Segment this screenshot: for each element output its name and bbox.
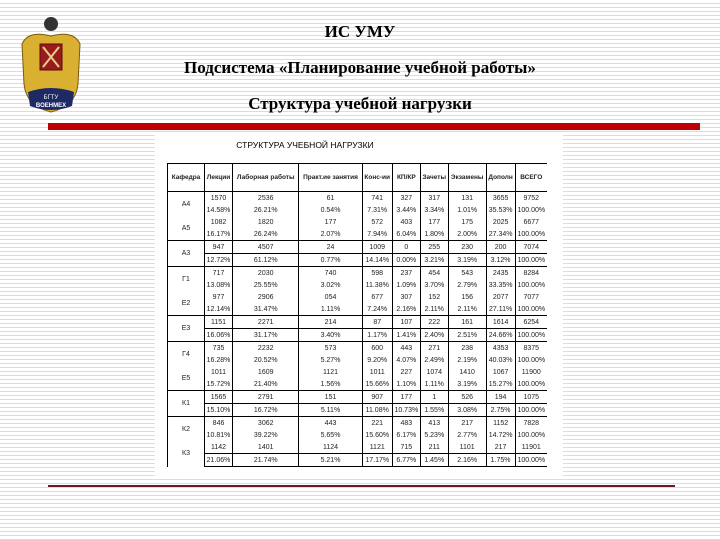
table-row <box>168 291 548 303</box>
table-row-percent <box>168 454 548 467</box>
percent-cell: 5.11% <box>299 404 362 417</box>
table-row <box>168 441 548 454</box>
hours-cell: 403 <box>392 216 420 228</box>
hours-cell: 237 <box>392 267 420 280</box>
hours-cell: 327 <box>392 192 420 205</box>
slide-title: Структура учебной нагрузки <box>248 94 472 113</box>
percent-cell: 3.21% <box>420 254 448 267</box>
percent-cell: 100.00% <box>515 279 547 291</box>
hours-cell: 947 <box>205 241 233 254</box>
table-row-percent <box>168 204 548 216</box>
footer-divider <box>48 485 675 487</box>
hours-cell: 740 <box>299 267 362 280</box>
percent-cell: 3.19% <box>448 254 486 267</box>
hours-cell: 4353 <box>486 342 515 355</box>
hours-cell: 227 <box>392 366 420 378</box>
hours-cell: 87 <box>362 316 392 329</box>
percent-cell: 1.10% <box>392 378 420 391</box>
department-cell: К3 <box>168 441 205 467</box>
percent-cell: 16.72% <box>233 404 299 417</box>
percent-cell: 0.00% <box>392 254 420 267</box>
percent-cell: 100.00% <box>515 228 547 241</box>
percent-cell: 5.65% <box>299 429 362 441</box>
percent-cell: 3.44% <box>392 204 420 216</box>
percent-cell: 1.17% <box>362 329 392 342</box>
department-cell: Е3 <box>168 316 205 342</box>
hours-cell: 2435 <box>486 267 515 280</box>
table-row <box>168 342 548 355</box>
percent-cell: 3.08% <box>448 404 486 417</box>
table-row-percent <box>168 404 548 417</box>
percent-cell: 6.77% <box>392 454 420 467</box>
hours-cell: 317 <box>420 192 448 205</box>
percent-cell: 4.07% <box>392 354 420 366</box>
column-header: Кафедра <box>168 164 205 192</box>
hours-cell: 1124 <box>299 441 362 454</box>
hours-cell: 1401 <box>233 441 299 454</box>
hours-cell: 1067 <box>486 366 515 378</box>
hours-cell: 175 <box>448 216 486 228</box>
percent-cell: 39.22% <box>233 429 299 441</box>
percent-cell: 21.74% <box>233 454 299 467</box>
department-cell: Е5 <box>168 366 205 391</box>
percent-cell: 10.73% <box>392 404 420 417</box>
percent-cell: 2.19% <box>448 354 486 366</box>
percent-cell: 35.53% <box>486 204 515 216</box>
hours-cell: 741 <box>362 192 392 205</box>
hours-cell: 2271 <box>233 316 299 329</box>
hours-cell: 2536 <box>233 192 299 205</box>
percent-cell: 21.40% <box>233 378 299 391</box>
hours-cell: 2077 <box>486 291 515 303</box>
percent-cell: 2.77% <box>448 429 486 441</box>
column-header: КП/КР <box>392 164 420 192</box>
hours-cell: 6677 <box>515 216 547 228</box>
percent-cell: 1.09% <box>392 279 420 291</box>
hours-cell: 3655 <box>486 192 515 205</box>
percent-cell: 2.40% <box>420 329 448 342</box>
hours-cell: 8284 <box>515 267 547 280</box>
percent-cell: 6.17% <box>392 429 420 441</box>
percent-cell: 26.21% <box>233 204 299 216</box>
percent-cell: 2.11% <box>420 303 448 316</box>
percent-cell: 12.14% <box>205 303 233 316</box>
percent-cell: 7.94% <box>362 228 392 241</box>
hours-cell: 054 <box>299 291 362 303</box>
percent-cell: 3.02% <box>299 279 362 291</box>
percent-cell: 9.20% <box>362 354 392 366</box>
hours-cell: 6254 <box>515 316 547 329</box>
table-row-percent <box>168 378 548 391</box>
percent-cell: 2.75% <box>486 404 515 417</box>
hours-cell: 1820 <box>233 216 299 228</box>
hours-cell: 214 <box>299 316 362 329</box>
percent-cell: 7.31% <box>362 204 392 216</box>
table-row <box>168 316 548 329</box>
hours-cell: 677 <box>362 291 392 303</box>
hours-cell: 2791 <box>233 391 299 404</box>
percent-cell: 16.28% <box>205 354 233 366</box>
hours-cell: 200 <box>486 241 515 254</box>
column-header: Практ.ие занятия <box>299 164 362 192</box>
hours-cell: 217 <box>486 441 515 454</box>
hours-cell: 1009 <box>362 241 392 254</box>
hours-cell: 177 <box>299 216 362 228</box>
percent-cell: 100.00% <box>515 404 547 417</box>
hours-cell: 1011 <box>362 366 392 378</box>
hours-cell: 1121 <box>362 441 392 454</box>
percent-cell: 100.00% <box>515 329 547 342</box>
percent-cell: 0.77% <box>299 254 362 267</box>
hours-cell: 11900 <box>515 366 547 378</box>
percent-cell: 0.54% <box>299 204 362 216</box>
column-header: Лекции <box>205 164 233 192</box>
percent-cell: 1.80% <box>420 228 448 241</box>
percent-cell: 15.72% <box>205 378 233 391</box>
department-cell: Г4 <box>168 342 205 367</box>
hours-cell: 131 <box>448 192 486 205</box>
percent-cell: 17.17% <box>362 454 392 467</box>
hours-cell: 151 <box>299 391 362 404</box>
percent-cell: 27.11% <box>486 303 515 316</box>
percent-cell: 1.55% <box>420 404 448 417</box>
table-row-percent <box>168 303 548 316</box>
hours-cell: 238 <box>448 342 486 355</box>
hours-cell: 1142 <box>205 441 233 454</box>
percent-cell: 31.47% <box>233 303 299 316</box>
percent-cell: 15.60% <box>362 429 392 441</box>
hours-cell: 307 <box>392 291 420 303</box>
percent-cell: 16.06% <box>205 329 233 342</box>
percent-cell: 25.55% <box>233 279 299 291</box>
table-row-percent <box>168 354 548 366</box>
hours-cell: 1 <box>420 391 448 404</box>
percent-cell: 100.00% <box>515 354 547 366</box>
table-row <box>168 366 548 378</box>
hours-cell: 11901 <box>515 441 547 454</box>
table-row <box>168 216 548 228</box>
hours-cell: 2025 <box>486 216 515 228</box>
percent-cell: 1.75% <box>486 454 515 467</box>
subsystem-title: Подсистема «Планирование учебной работы» <box>184 58 536 77</box>
table-row-percent <box>168 228 548 241</box>
table-header-row <box>168 164 548 192</box>
department-cell: Г1 <box>168 267 205 292</box>
table-row-percent <box>168 429 548 441</box>
percent-cell: 15.10% <box>205 404 233 417</box>
hours-cell: 1565 <box>205 391 233 404</box>
hours-cell: 1121 <box>299 366 362 378</box>
hours-cell: 194 <box>486 391 515 404</box>
hours-cell: 177 <box>420 216 448 228</box>
percent-cell: 2.51% <box>448 329 486 342</box>
percent-cell: 2.49% <box>420 354 448 366</box>
hours-cell: 222 <box>420 316 448 329</box>
hours-cell: 3062 <box>233 417 299 430</box>
percent-cell: 14.72% <box>486 429 515 441</box>
percent-cell: 2.16% <box>392 303 420 316</box>
hours-cell: 9752 <box>515 192 547 205</box>
hours-cell: 7077 <box>515 291 547 303</box>
department-cell: А4 <box>168 192 205 217</box>
hours-cell: 1152 <box>486 417 515 430</box>
percent-cell: 2.07% <box>299 228 362 241</box>
table-row-percent <box>168 329 548 342</box>
percent-cell: 3.12% <box>486 254 515 267</box>
percent-cell: 3.34% <box>420 204 448 216</box>
column-header: Конс-ии <box>362 164 392 192</box>
percent-cell: 13.08% <box>205 279 233 291</box>
hours-cell: 526 <box>448 391 486 404</box>
column-header: Лаборная работы <box>233 164 299 192</box>
hours-cell: 221 <box>362 417 392 430</box>
hours-cell: 907 <box>362 391 392 404</box>
table-row <box>168 241 548 254</box>
table-row-percent <box>168 254 548 267</box>
percent-cell: 2.11% <box>448 303 486 316</box>
percent-cell: 33.35% <box>486 279 515 291</box>
table-title: СТРУКТУРА УЧЕБНОЙ НАГРУЗКИ <box>236 140 374 150</box>
percent-cell: 1.11% <box>299 303 362 316</box>
percent-cell: 26.24% <box>233 228 299 241</box>
department-cell: К1 <box>168 391 205 417</box>
hours-cell: 715 <box>392 441 420 454</box>
percent-cell: 21.06% <box>205 454 233 467</box>
column-header: ВСЕГО <box>515 164 547 192</box>
percent-cell: 5.23% <box>420 429 448 441</box>
percent-cell: 5.21% <box>299 454 362 467</box>
column-header: Зачеты <box>420 164 448 192</box>
column-header: Экзамены <box>448 164 486 192</box>
percent-cell: 1.01% <box>448 204 486 216</box>
hours-cell: 271 <box>420 342 448 355</box>
percent-cell: 14.58% <box>205 204 233 216</box>
hours-cell: 1151 <box>205 316 233 329</box>
hours-cell: 156 <box>448 291 486 303</box>
hours-cell: 7828 <box>515 417 547 430</box>
table-row <box>168 267 548 280</box>
hours-cell: 230 <box>448 241 486 254</box>
percent-cell: 12.72% <box>205 254 233 267</box>
hours-cell: 217 <box>448 417 486 430</box>
hours-cell: 2030 <box>233 267 299 280</box>
department-cell: А5 <box>168 216 205 241</box>
hours-cell: 1011 <box>205 366 233 378</box>
percent-cell: 1.41% <box>392 329 420 342</box>
hours-cell: 7074 <box>515 241 547 254</box>
percent-cell: 1.56% <box>299 378 362 391</box>
department-cell: К2 <box>168 417 205 442</box>
percent-cell: 40.03% <box>486 354 515 366</box>
percent-cell: 7.24% <box>362 303 392 316</box>
percent-cell: 100.00% <box>515 454 547 467</box>
percent-cell: 15.27% <box>486 378 515 391</box>
hours-cell: 24 <box>299 241 362 254</box>
percent-cell: 100.00% <box>515 429 547 441</box>
percent-cell: 10.81% <box>205 429 233 441</box>
percent-cell: 100.00% <box>515 303 547 316</box>
department-cell: А3 <box>168 241 205 267</box>
hours-cell: 4507 <box>233 241 299 254</box>
hours-cell: 598 <box>362 267 392 280</box>
percent-cell: 20.52% <box>233 354 299 366</box>
percent-cell: 3.19% <box>448 378 486 391</box>
hours-cell: 735 <box>205 342 233 355</box>
percent-cell: 5.27% <box>299 354 362 366</box>
table-row <box>168 417 548 430</box>
hours-cell: 1614 <box>486 316 515 329</box>
hours-cell: 572 <box>362 216 392 228</box>
table-row <box>168 192 548 205</box>
hours-cell: 717 <box>205 267 233 280</box>
hours-cell: 1075 <box>515 391 547 404</box>
percent-cell: 1.11% <box>420 378 448 391</box>
svg-text:ВОЕНМЕХ: ВОЕНМЕХ <box>35 103 67 109</box>
hours-cell: 211 <box>420 441 448 454</box>
hours-cell: 2232 <box>233 342 299 355</box>
hours-cell: 1570 <box>205 192 233 205</box>
percent-cell: 100.00% <box>515 204 547 216</box>
svg-text:БГТУ: БГТУ <box>43 95 59 101</box>
hours-cell: 177 <box>392 391 420 404</box>
hours-cell: 0 <box>392 241 420 254</box>
percent-cell: 100.00% <box>515 378 547 391</box>
percent-cell: 61.12% <box>233 254 299 267</box>
percent-cell: 3.70% <box>420 279 448 291</box>
table-row <box>168 391 548 404</box>
hours-cell: 255 <box>420 241 448 254</box>
percent-cell: 24.66% <box>486 329 515 342</box>
percent-cell: 1.45% <box>420 454 448 467</box>
percent-cell: 11.38% <box>362 279 392 291</box>
table-row-percent <box>168 279 548 291</box>
percent-cell: 11.08% <box>362 404 392 417</box>
hours-cell: 1609 <box>233 366 299 378</box>
percent-cell: 15.66% <box>362 378 392 391</box>
percent-cell: 31.17% <box>233 329 299 342</box>
percent-cell: 6.04% <box>392 228 420 241</box>
department-cell: Е2 <box>168 291 205 316</box>
hours-cell: 161 <box>448 316 486 329</box>
percent-cell: 27.34% <box>486 228 515 241</box>
hours-cell: 413 <box>420 417 448 430</box>
hours-cell: 483 <box>392 417 420 430</box>
column-header: Дополн <box>486 164 515 192</box>
percent-cell: 3.40% <box>299 329 362 342</box>
hours-cell: 443 <box>299 417 362 430</box>
hours-cell: 543 <box>448 267 486 280</box>
percent-cell: 14.14% <box>362 254 392 267</box>
hours-cell: 600 <box>362 342 392 355</box>
workload-table <box>167 163 547 467</box>
hours-cell: 573 <box>299 342 362 355</box>
hours-cell: 1082 <box>205 216 233 228</box>
hours-cell: 61 <box>299 192 362 205</box>
percent-cell: 100.00% <box>515 254 547 267</box>
hours-cell: 2906 <box>233 291 299 303</box>
hours-cell: 107 <box>392 316 420 329</box>
hours-cell: 1410 <box>448 366 486 378</box>
hours-cell: 977 <box>205 291 233 303</box>
hours-cell: 1074 <box>420 366 448 378</box>
percent-cell: 16.17% <box>205 228 233 241</box>
percent-cell: 2.79% <box>448 279 486 291</box>
hours-cell: 846 <box>205 417 233 430</box>
hours-cell: 8375 <box>515 342 547 355</box>
hours-cell: 152 <box>420 291 448 303</box>
title-divider <box>48 123 700 130</box>
percent-cell: 2.00% <box>448 228 486 241</box>
system-title: ИС УМУ <box>324 22 396 41</box>
hours-cell: 1101 <box>448 441 486 454</box>
hours-cell: 443 <box>392 342 420 355</box>
hours-cell: 454 <box>420 267 448 280</box>
workload-table-image <box>155 133 563 476</box>
percent-cell: 2.16% <box>448 454 486 467</box>
